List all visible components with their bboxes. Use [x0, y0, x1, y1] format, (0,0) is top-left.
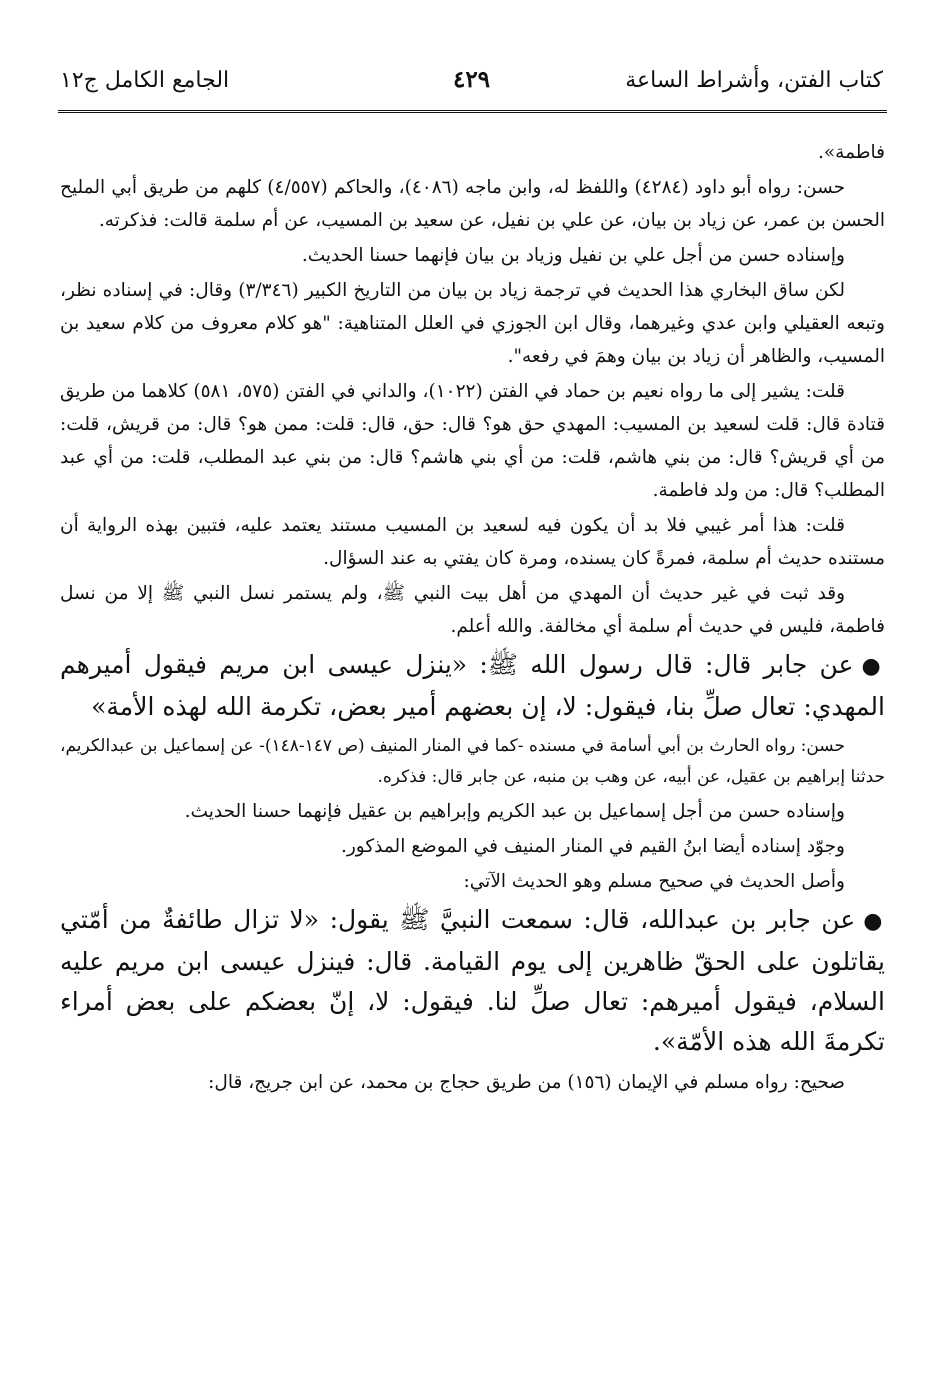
hadith-2-text: عن جابر بن عبدالله، قال: سمعت النبيَّ ﷺ يقول: «لا تزال طائفةٌ من أمّتي يقاتلون على الحقّ ظاهرين إلى يوم القيامة. قال: فينزل عيسى ابن مريم عليه السلام، فيقول أميرهم: تعال صلِّ لنا. فيقول: لا، إنّ بعضكم على بعض أمراء تكرمةَ الله هذه الأمّة».: [60, 905, 885, 1056]
comment-paragraph-3: وقد ثبت في غير حديث أن المهدي من أهل بيت النبي ﷺ، ولم يستمر نسل النبي ﷺ إلا من نسل فاطمة، فليس في حديث أم سلمة أي مخالفة. والله أعلم.: [60, 583, 885, 637]
running-header: [60, 62, 883, 102]
paragraph-ending: فاطمة».: [817, 142, 885, 163]
hadith-text-2: [60, 900, 885, 1062]
bullet-icon: ●: [863, 909, 886, 934]
isnad-grading-2: وإسناده حسن من أجل إسماعيل بن عبد الكريم وإبراهيم بن عقيل فإنهما حسنا الحديث.: [184, 801, 845, 822]
isnad-grading: وإسناده حسن من أجل علي بن نفيل وزياد بن بيان فإنهما حسنا الحديث.: [301, 245, 845, 266]
header-divider: [58, 110, 887, 113]
page-number: ٤٢٩: [452, 66, 491, 93]
takhrij-paragraph: حسن: رواه أبو داود (٤٢٨٤) واللفظ له، وابن ماجه (٤٠٨٦)، والحاكم (٤/٥٥٧) كلهم من طريق أبي المليح الحسن بن عمر، عن زياد بن بيان، عن علي بن نفيل، عن سعيد بن المسيب، عن أم سلمة قالت: فذكرته.: [60, 177, 885, 231]
hadith-text: [60, 645, 885, 727]
note-paragraph: وجوّد إسناده أيضا ابنُ القيم في المنار المنيف في الموضع المذكور.: [340, 836, 845, 857]
comment-paragraph-2: قلت: هذا أمر غيبي فلا بد أن يكون فيه لسعيد بن المسيب مستند يعتمد عليه، فتبين بهذه الرواية أن مستنده حديث أم سلمة، فمرةً كان يسنده، ومرة كان يفتي به عند السؤال.: [60, 515, 885, 569]
hadith-1-text: عن جابر قال: قال رسول الله ﷺ: «ينزل عيسى ابن مريم فيقول أميرهم المهدي: تعال صلِّ بنا، فيقول: لا، إن بعضهم أمير بعض، تكرمة الله لهذه الأمة»: [60, 650, 885, 721]
note-paragraph-2: وأصل الحديث في صحيح مسلم وهو الحديث الآتي:: [463, 871, 845, 892]
book-title: كتاب الفتن، وأشراط الساعة: [625, 68, 883, 93]
comment-paragraph: قلت: يشير إلى ما رواه نعيم بن حماد في الفتن (١٠٢٢)، والداني في الفتن (٥٧٥، ٥٨١) كلاهما من طريق قتادة قال: قلت لسعيد بن المسيب: المهدي حق هو؟ قال: حق، قال: قلت: ممن هو؟ قال: من قريش، قلت: من أي قريش؟ قال: من بني هاشم، قلت: من أي بني هاشم؟ قال: من بني عبد المطلب، قلت: من أي عبد المطلب؟ قال: من ولد فاطمة.: [60, 381, 885, 501]
bullet-icon: ●: [861, 654, 885, 679]
collection-title: الجامع الكامل ج١٢: [60, 68, 230, 93]
takhrij-paragraph-2: حسن: رواه الحارث بن أبي أسامة في مسنده -كما في المنار المنيف (ص ١٤٧-١٤٨)- عن إسماعيل بن عبدالكريم، حدثنا إبراهيم بن عقيل، عن أبيه، عن وهب بن منبه، عن جابر قال: فذكره.: [60, 736, 885, 787]
page-body: [60, 136, 885, 1099]
takhrij-paragraph-3: صحيح: رواه مسلم في الإيمان (١٥٦) من طريق حجاج بن محمد، عن ابن جريج، قال:: [208, 1072, 845, 1093]
critique-paragraph: لكن ساق البخاري هذا الحديث في ترجمة زياد بن بيان من التاريخ الكبير (٣/٣٤٦) وقال: في إسناده نظر، وتبعه العقيلي وابن عدي وغيرهما، وقال ابن الجوزي في العلل المتناهية: "هو كلام معروف من كلام سعيد بن المسيب، والظاهر أن زياد بن بيان وهمَ في رفعه".: [60, 280, 885, 367]
